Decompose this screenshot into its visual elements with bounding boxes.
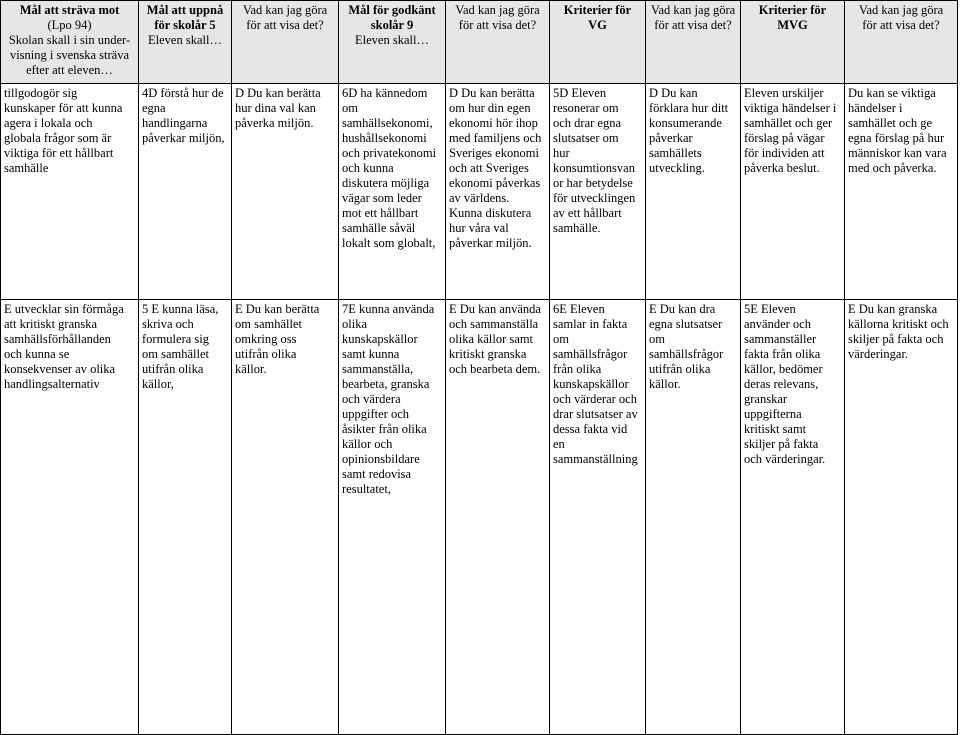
table-cell: Eleven urskiljer viktiga händelser i samhället och ger förslag på vägar för individen att påverka beslut. bbox=[741, 84, 845, 300]
table-cell: 6E Eleven samlar in fakta om samhällsfrågor från olika kunskapskällor och värderar och drar slutsatser av dessa fakta vid en sammanställning bbox=[550, 300, 646, 735]
table-cell: E Du kan berätta om samhället omkring oss utifrån olika källor. bbox=[232, 300, 339, 735]
table-cell: 5 E kunna läsa, skriva och formulera sig om samhället utifrån olika källor, bbox=[139, 300, 232, 735]
header-cell: Vad kan jag göra för att visa det? bbox=[232, 1, 339, 84]
table-cell: E Du kan använda och sammanställa olika källor samt kritiskt granska och bearbeta dem. bbox=[446, 300, 550, 735]
table-cell: 5E Eleven använder och sammanställer fakta från olika källor, bedömer deras relevans, granskar uppgifterna kritiskt samt skiljer på fakta och värderingar. bbox=[741, 300, 845, 735]
header-cell: Mål för godkänt skolår 9 Eleven skall… bbox=[339, 1, 446, 84]
table-cell: E Du kan granska källorna kritiskt och skiljer på fakta och värderingar. bbox=[845, 300, 958, 735]
table-cell: D Du kan förklara hur ditt konsumerande påverkar samhällets utveckling. bbox=[646, 84, 741, 300]
header-cell: Vad kan jag göra för att visa det? bbox=[446, 1, 550, 84]
table-cell: 6D ha kännedom om samhällsekonomi, hushållsekonomi och privatekonomi och kunna diskutera möjliga vägar som leder mot ett hållbart samhälle såväl lokalt som globalt, bbox=[339, 84, 446, 300]
table-cell: D Du kan berätta hur dina val kan påverka miljön. bbox=[232, 84, 339, 300]
header-row bbox=[1, 1, 958, 84]
header-cell: Mål att sträva mot (Lpo 94) Skolan skall i sin under- visning i svenska sträva efter att eleven… bbox=[1, 1, 139, 84]
header-cell: Vad kan jag göra för att visa det? bbox=[845, 1, 958, 84]
goal-cell: tillgodogör sig kunskaper för att kunna agera i lokala och globala frågor som är viktiga för ett hållbart samhälle bbox=[1, 84, 139, 300]
table-row bbox=[1, 84, 958, 300]
table-cell: E Du kan dra egna slutsatser om samhällsfrågor utifrån olika källor. bbox=[646, 300, 741, 735]
table-cell: 5D Eleven resonerar om och drar egna slutsatser om hur konsumtionsvan or har betydelse för utvecklingen av ett hållbart samhälle. bbox=[550, 84, 646, 300]
table-cell: Du kan se viktiga händelser i samhället och ge egna förslag på hur människor kan vara med och påverka. bbox=[845, 84, 958, 300]
header-cell: Kriterier för VG bbox=[550, 1, 646, 84]
table-cell: 7E kunna använda olika kunskapskällor samt kunna sammanställa, bearbeta, granska och värdera uppgifter och åsikter från olika källor och opinionsbildare samt redovisa resultatet, bbox=[339, 300, 446, 735]
header-cell: Mål att uppnå för skolår 5 Eleven skall… bbox=[139, 1, 232, 84]
header-cell: Vad kan jag göra för att visa det? bbox=[646, 1, 741, 84]
goal-cell: E utvecklar sin förmåga att kritiskt granska samhällsförhållanden och kunna se konsekvenser av olika handlingsalternativ bbox=[1, 300, 139, 735]
table-cell: 4D förstå hur de egna handlingarna påverkar miljön, bbox=[139, 84, 232, 300]
table-cell: D Du kan berätta om hur din egen ekonomi hör ihop med familjens och Sveriges ekonomi och att Sveriges ekonomi påverkas av världens. Kunna diskutera hur våra val påverkar miljön. bbox=[446, 84, 550, 300]
header-cell: Kriterier för MVG bbox=[741, 1, 845, 84]
table-row bbox=[1, 300, 958, 735]
